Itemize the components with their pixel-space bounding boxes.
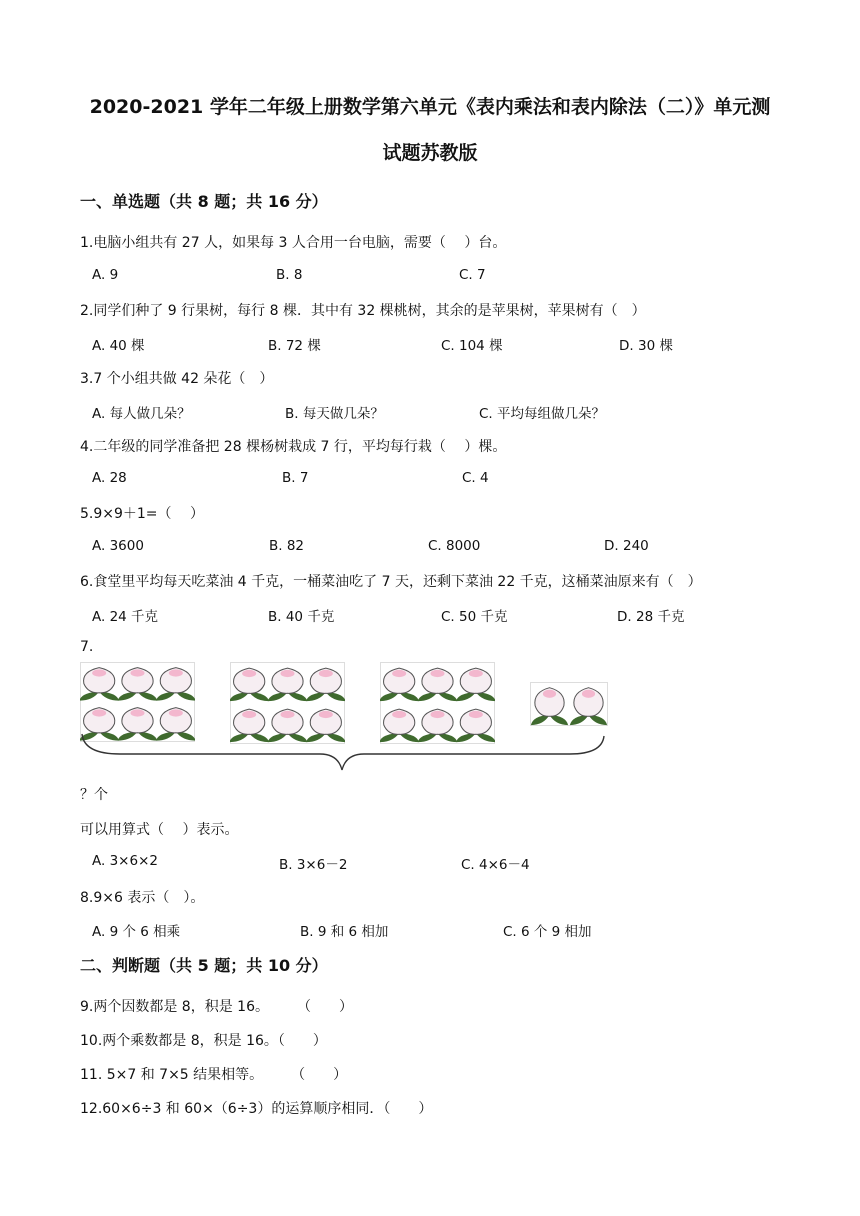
question-3: 3.7 个小组共做 42 朵花（ ）: [80, 371, 274, 387]
option-6a[interactable]: A. 24 千克: [92, 609, 159, 625]
question-10: 10.两个乘数都是 8，积是 16。（ ）: [80, 1033, 327, 1049]
question-8: 8.9×6 表示（ ）。: [80, 890, 205, 906]
question-4: 4.二年级的同学准备把 28 棵杨树栽成 7 行，平均每行栽（ ）棵。: [80, 439, 507, 455]
option-5b[interactable]: B. 82: [269, 538, 305, 554]
option-7b[interactable]: B. 3×6－2: [279, 857, 348, 873]
option-7a[interactable]: A. 3×6×2: [92, 853, 158, 869]
option-1b[interactable]: B. 8: [276, 267, 303, 283]
option-2d[interactable]: D. 30 棵: [619, 338, 673, 354]
option-1c[interactable]: C. 7: [459, 267, 486, 283]
question-7-prompt: 可以用算式（ ）表示。: [80, 822, 239, 838]
question-11: 11. 5×7 和 7×5 结果相等。 （ ）: [80, 1067, 348, 1083]
page-title: 2020-2021 学年二年级上册数学第六单元《表内乘法和表内除法（二）》单元测: [89, 96, 771, 118]
option-3c[interactable]: C. 平均每组做几朵？: [479, 406, 606, 422]
option-2c[interactable]: C. 104 棵: [441, 338, 503, 354]
page-title-line2: 试题苏教版: [382, 142, 478, 164]
section-heading-single-choice: 一、单选题（共 8 题；共 16 分）: [80, 192, 328, 211]
option-7c[interactable]: C. 4×6－4: [461, 857, 530, 873]
peach-figure: [80, 662, 620, 777]
option-3a[interactable]: A. 每人做几朵？: [92, 406, 191, 422]
question-12: 12.60×6÷3 和 60×（6÷3）的运算顺序相同．（ ）: [80, 1101, 433, 1117]
option-2a[interactable]: A. 40 棵: [92, 338, 145, 354]
option-4b[interactable]: B. 7: [282, 470, 309, 486]
option-5d[interactable]: D. 240: [604, 538, 649, 554]
option-4c[interactable]: C. 4: [462, 470, 489, 486]
option-5c[interactable]: C. 8000: [428, 538, 481, 554]
option-8c[interactable]: C. 6 个 9 相加: [503, 924, 592, 940]
option-6b[interactable]: B. 40 千克: [268, 609, 335, 625]
question-2: 2.同学们种了 9 行果树，每行 8 棵．其中有 32 棵桃树，其余的是苹果树，苹果树有（ ）: [80, 303, 646, 319]
brace-icon: [80, 662, 620, 777]
section-heading-judgement: 二、判断题（共 5 题；共 10 分）: [80, 956, 328, 975]
option-4a[interactable]: A. 28: [92, 470, 127, 486]
question-7: 7.: [80, 639, 94, 655]
option-8b[interactable]: B. 9 和 6 相加: [300, 924, 389, 940]
option-6c[interactable]: C. 50 千克: [441, 609, 508, 625]
option-1a[interactable]: A. 9: [92, 267, 119, 283]
brace-label: ？个: [80, 787, 108, 803]
option-5a[interactable]: A. 3600: [92, 538, 144, 554]
option-6d[interactable]: D. 28 千克: [617, 609, 685, 625]
question-9: 9.两个因数都是 8，积是 16。 （ ）: [80, 999, 353, 1015]
question-5: 5.9×9＋1=（ ）: [80, 506, 204, 522]
option-3b[interactable]: B. 每天做几朵？: [285, 406, 384, 422]
option-8a[interactable]: A. 9 个 6 相乘: [92, 924, 181, 940]
option-2b[interactable]: B. 72 棵: [268, 338, 321, 354]
question-6: 6.食堂里平均每天吃菜油 4 千克，一桶菜油吃了 7 天，还剩下菜油 22 千克，这桶菜油原来有（ ）: [80, 574, 702, 590]
question-1: 1.电脑小组共有 27 人，如果每 3 人合用一台电脑，需要（ ）台。: [80, 235, 507, 251]
